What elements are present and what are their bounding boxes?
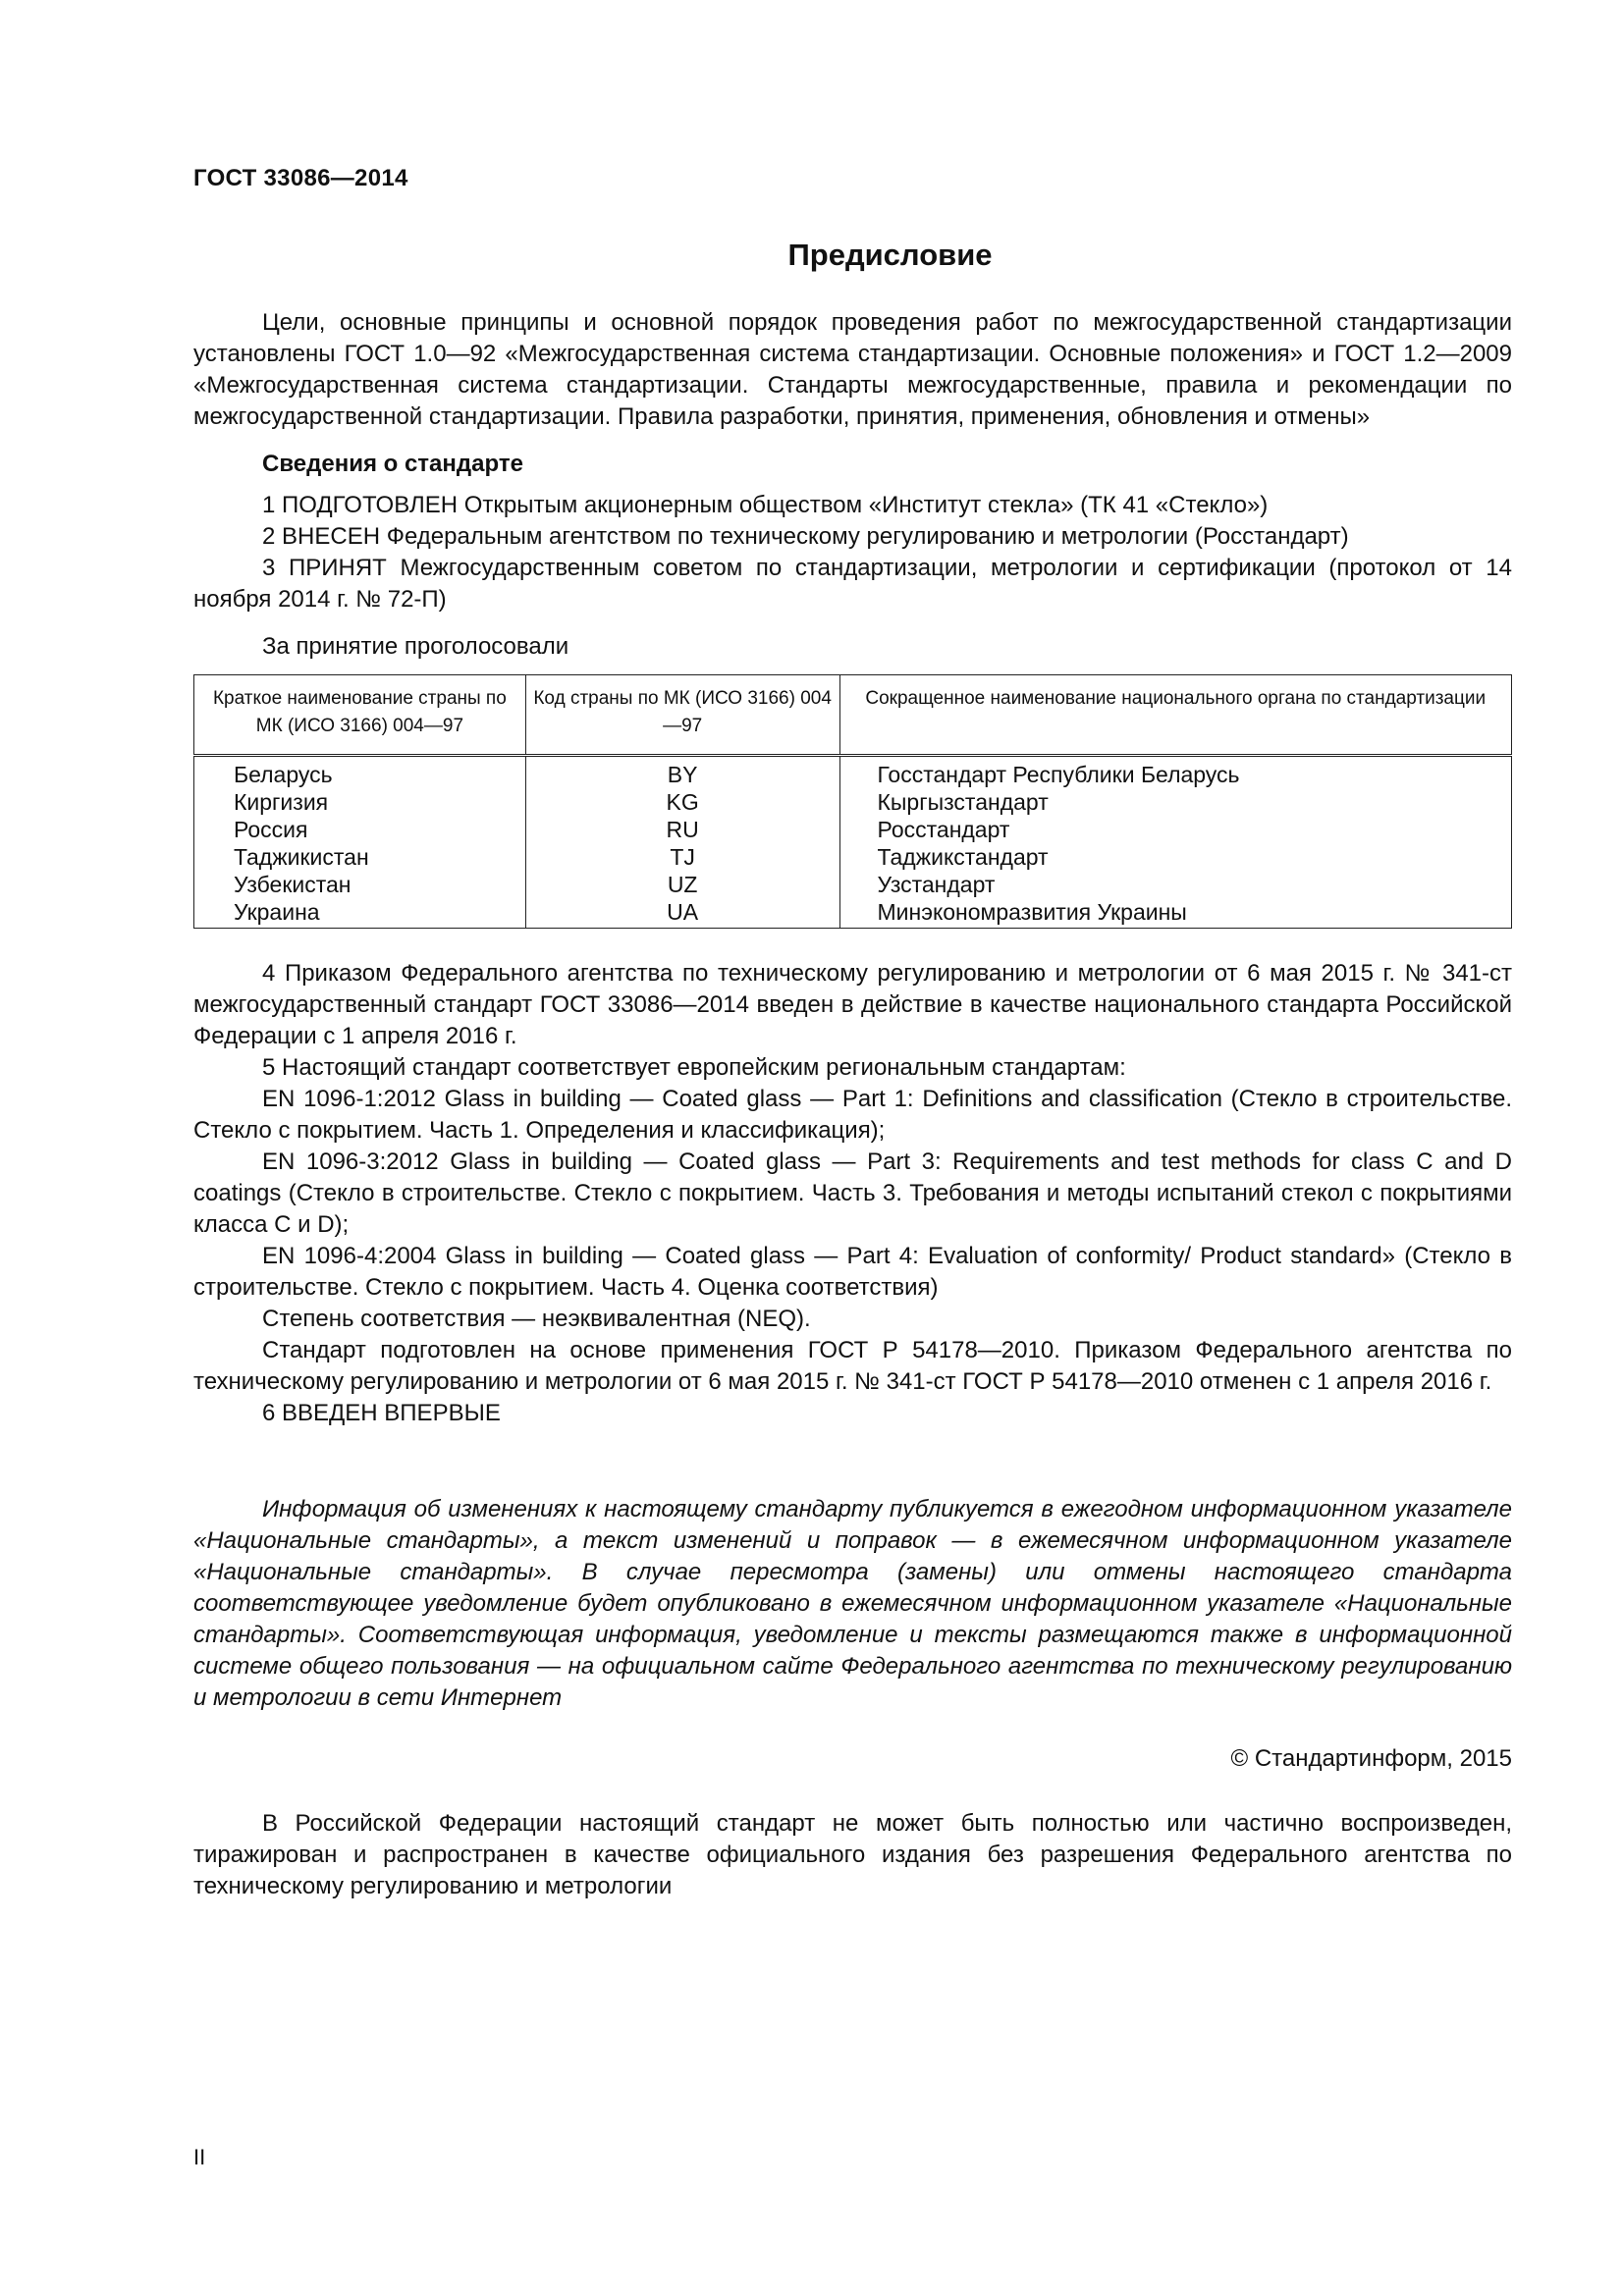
item-enacted: 4 Приказом Федерального агентства по техническому регулированию и метрологии от 6 мая 2015 г. № 341-ст межгосударственный стандарт ГОСТ 33086—2014 введен в действие в качестве национального стандарта Российской Федерации с 1 апреля 2016 г.: [193, 960, 1512, 1049]
en-standard-part4: EN 1096-4:2004 Glass in building — Coated glass — Part 4: Evaluation of conformity/ Product standard» (Стекло в строительстве. Стекло с покрытием. Часть 4. Оценка соответствия): [193, 1243, 1512, 1301]
table-row: [194, 871, 1512, 898]
en-standard-part3: EN 1096-3:2012 Glass in building — Coated glass — Part 3: Requirements and test methods for class C and D coatings (Стекло в строительстве. Стекло с покрытием. Часть 3. Требования и методы испытаний стекол с покрытиями класса С и D);: [193, 1148, 1512, 1238]
code-cell: TJ: [525, 843, 839, 871]
code-cell: RU: [525, 816, 839, 843]
changes-info-notice: Информация об изменениях к настоящему стандарту публикуется в ежегодном информационном указателе «Национальные стандарты», а текст изменений и поправок — в ежемесячном информационном указателе «Национальные стандарты». В случае пересмотра (замены) или отмены настоящего стандарта соответствующее уведомление будет опубликовано в ежемесячном информационном указателе «Национальные стандарты». Соответствующая информация, уведомление и тексты размещаются также в информационной системе общего пользования — на официальном сайте Федерального агентства по техническому регулированию и метрологии в сети Интернет: [193, 1496, 1512, 1711]
item-adopted: 3 ПРИНЯТ Межгосударственным советом по стандартизации, метрологии и сертификации (протокол от 14 ноября 2014 г. № 72-П): [193, 555, 1512, 613]
country-cell: Киргизия: [194, 788, 526, 816]
item-first-introduced: 6 ВВЕДЕН ВПЕРВЫЕ: [262, 1400, 501, 1426]
item-conformity: 5 Настоящий стандарт соответствует европейским региональным стандартам:: [262, 1054, 1126, 1081]
code-cell: UA: [525, 898, 839, 929]
intro-paragraph: Цели, основные принципы и основной порядок проведения работ по межгосударственной стандартизации установлены ГОСТ 1.0—92 «Межгосударственная система стандартизации. Основные положения» и ГОСТ 1.2—2009 «Межгосударственная система стандартизации. Стандарты межгосударственные, правила и рекомендации по межгосударственной стандартизации. Правила разработки, принятия, применения, обновления и отмены»: [193, 309, 1512, 430]
body-cell: Госстандарт Республики Беларусь: [839, 756, 1512, 789]
prepared-basis: Стандарт подготовлен на основе применения ГОСТ Р 54178—2010. Приказом Федерального агентства по техническому регулированию и метрологии от 6 мая 2015 г. № 341-ст ГОСТ Р 54178—2010 отменен с 1 апреля 2016 г.: [193, 1337, 1512, 1395]
document-body: [193, 307, 1512, 1902]
code-cell: UZ: [525, 871, 839, 898]
item-prepared: 1 ПОДГОТОВЛЕН Открытым акционерным обществом «Институт стекла» (ТК 41 «Стекло»): [262, 492, 1269, 518]
copyright-notice: © Стандартинформ, 2015: [1230, 1745, 1512, 1772]
table-row: [194, 816, 1512, 843]
voting-table: [193, 674, 1512, 929]
body-cell: Таджикстандарт: [839, 843, 1512, 871]
column-header-country: Краткое наименование страны по МК (ИСО 3166) 004—97: [194, 675, 526, 756]
code-cell: BY: [525, 756, 839, 789]
country-cell: Узбекистан: [194, 871, 526, 898]
table-row: [194, 898, 1512, 929]
body-cell: Кыргызстандарт: [839, 788, 1512, 816]
item-submitted: 2 ВНЕСЕН Федеральным агентством по техническому регулированию и метрологии (Росстандарт): [262, 523, 1349, 550]
country-cell: Россия: [194, 816, 526, 843]
country-cell: Таджикистан: [194, 843, 526, 871]
voting-table-header-row: [194, 675, 1512, 756]
standard-code: ГОСТ 33086—2014: [193, 165, 408, 191]
column-header-code: Код страны по МК (ИСО 3166) 004—97: [525, 675, 839, 756]
table-row: [194, 756, 1512, 789]
body-cell: Росстандарт: [839, 816, 1512, 843]
table-row: [194, 843, 1512, 871]
body-cell: Узстандарт: [839, 871, 1512, 898]
page-title: Предисловие: [787, 238, 993, 272]
table-row: [194, 788, 1512, 816]
reproduction-notice: В Российской Федерации настоящий стандарт не может быть полностью или частично воспроизведен, тиражирован и распространен в качестве официального издания без разрешения Федерального агентства по техническому регулированию и метрологии: [193, 1810, 1512, 1899]
code-cell: KG: [525, 788, 839, 816]
page-number: II: [193, 2145, 206, 2169]
en-standard-part1: EN 1096-1:2012 Glass in building — Coated glass — Part 1: Definitions and classification (Стекло в строительстве. Стекло с покрытием. Часть 1. Определения и классификация);: [193, 1086, 1512, 1144]
standard-info-heading: Сведения о стандарте: [262, 451, 523, 477]
country-cell: Беларусь: [194, 756, 526, 789]
degree-of-conformity: Степень соответствия — неэквивалентная (NEQ).: [262, 1306, 811, 1332]
body-cell: Минэкономразвития Украины: [839, 898, 1512, 929]
column-header-body: Сокращенное наименование национального органа по стандартизации: [839, 675, 1512, 756]
country-cell: Украина: [194, 898, 526, 929]
vote-intro: За принятие проголосовали: [262, 633, 569, 660]
